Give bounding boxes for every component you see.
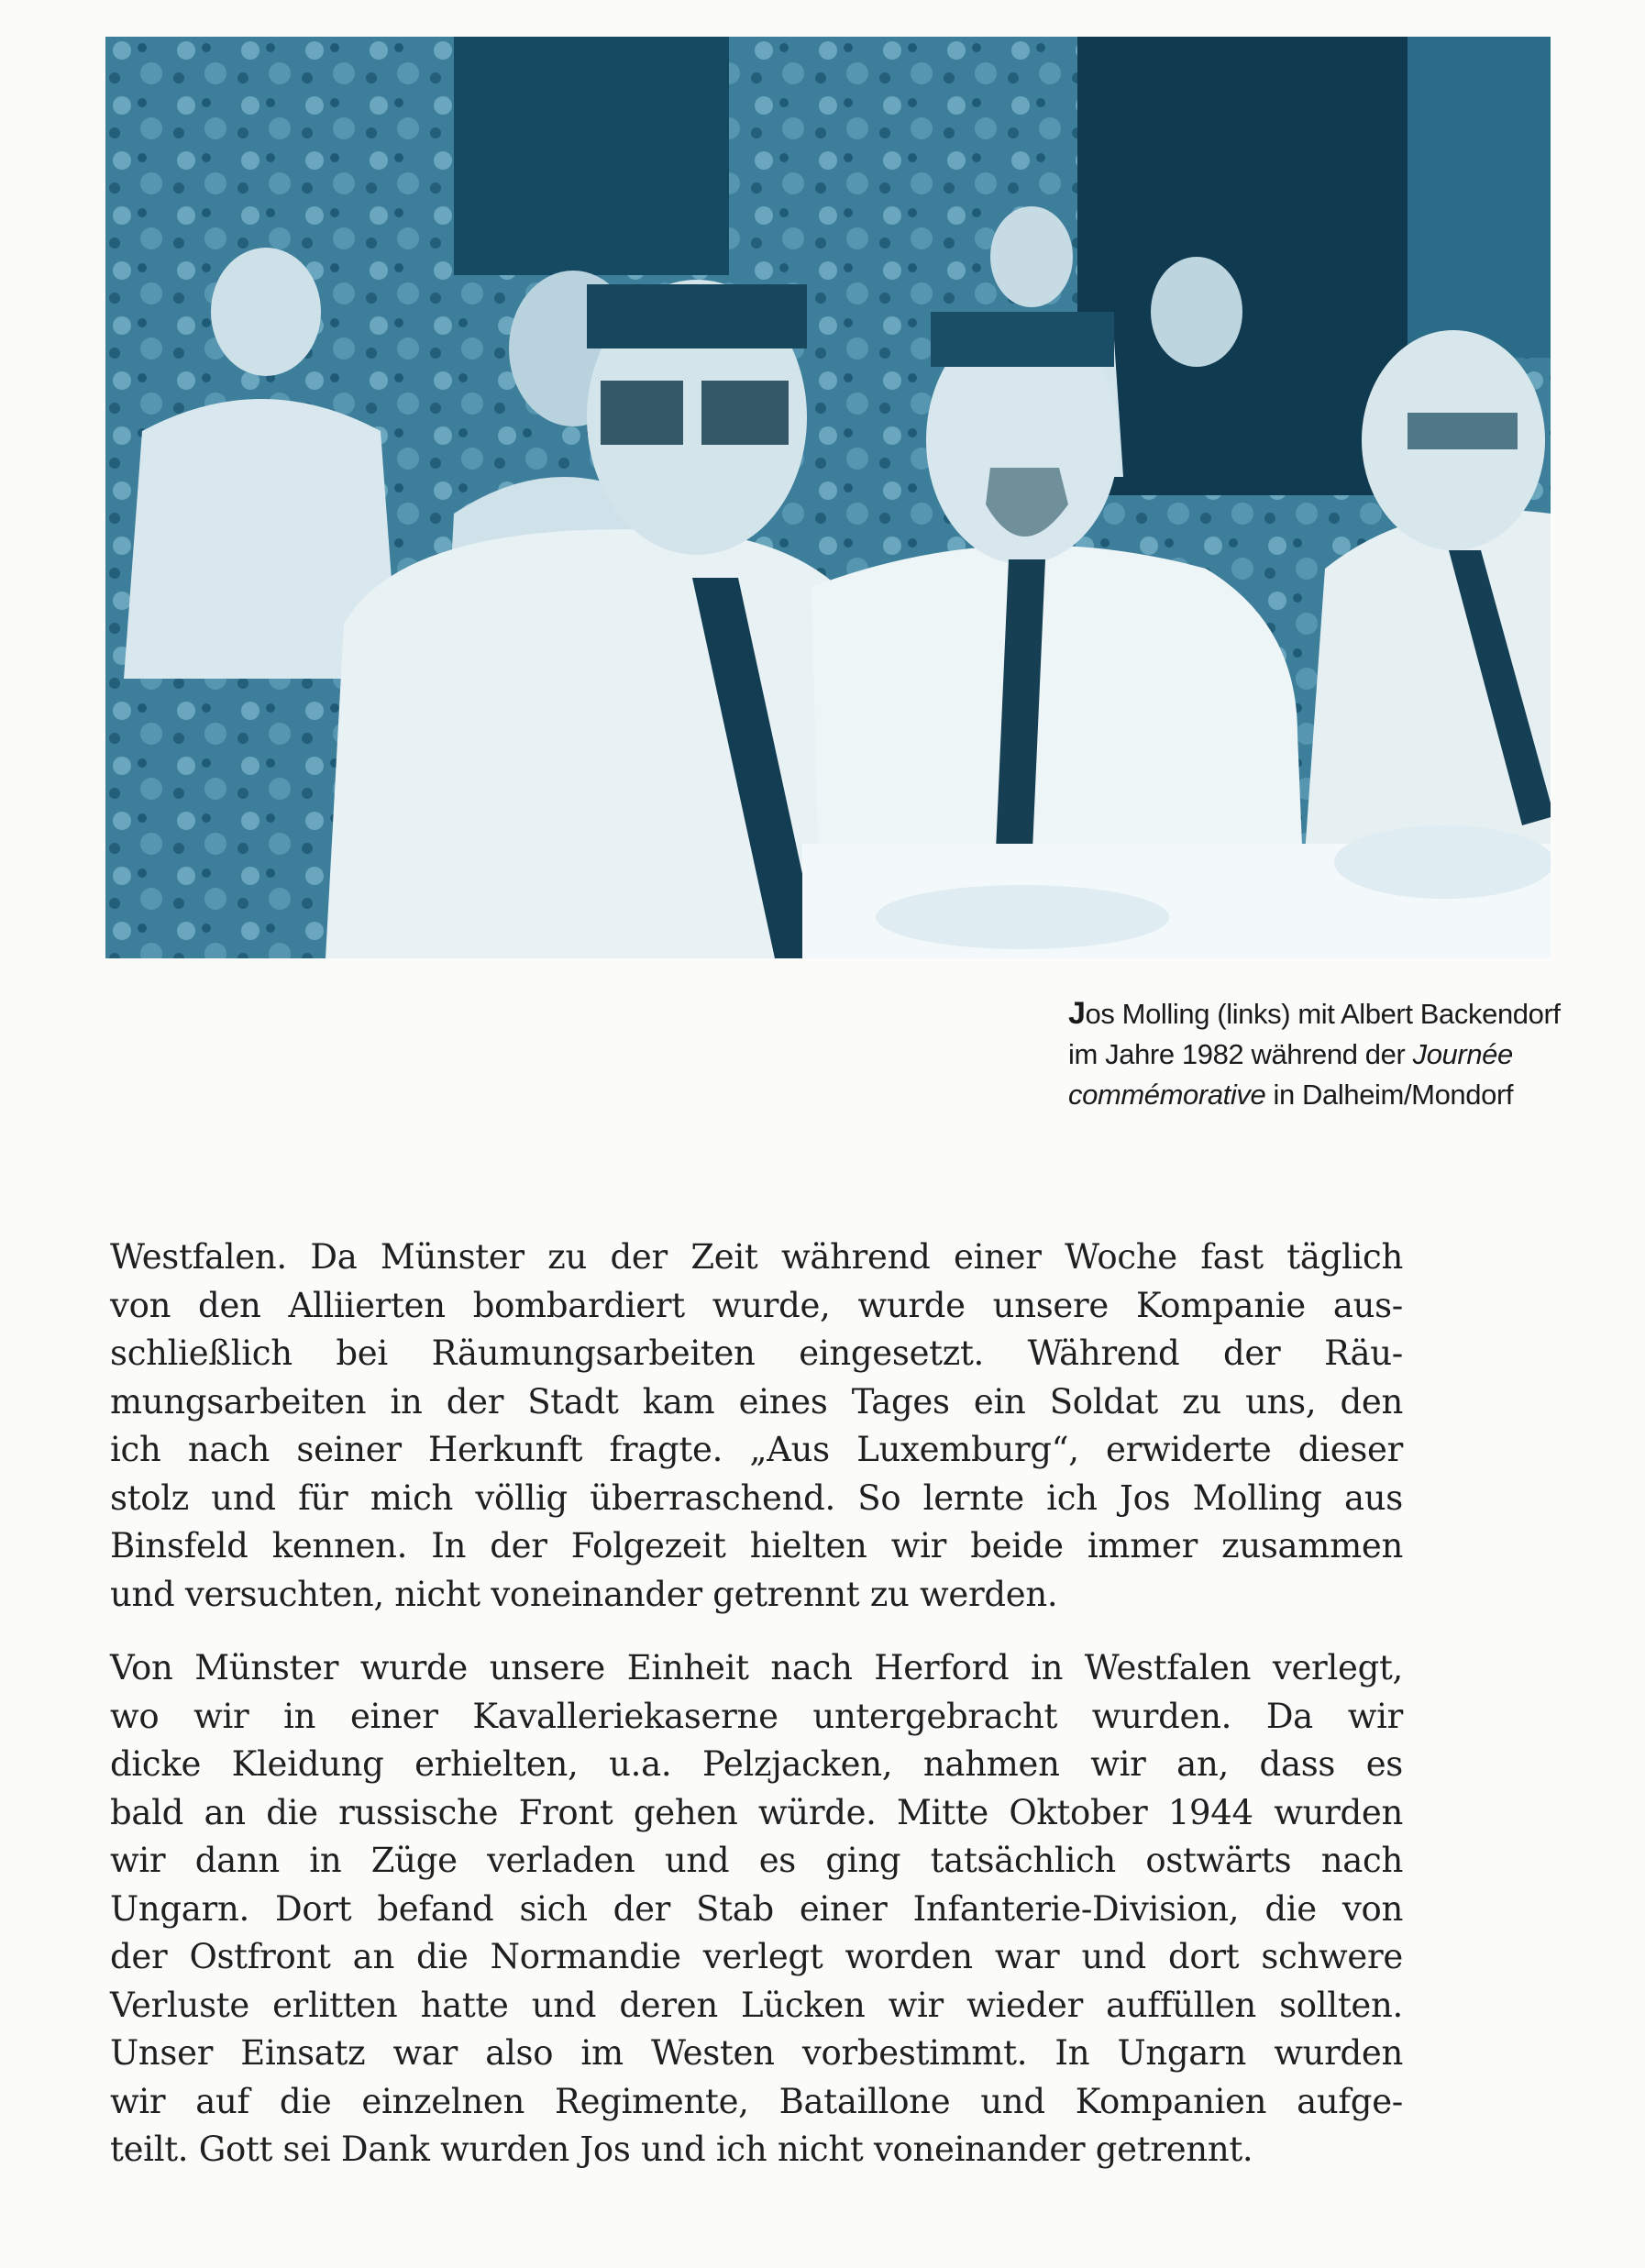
text-line: mungsarbeiten in der Stadt kam eines Tages ein Soldat zu uns, den — [110, 1381, 1403, 1422]
text-line: der Ostfront an die Normandie verlegt worden war und dort schwere — [110, 1937, 1403, 1976]
text-line: stolz und für mich völlig überraschend. So lernte ich Jos Molling aus — [110, 1477, 1403, 1518]
text-line: wir auf die einzelnen Regimente, Bataillone und Kompanien aufge- — [110, 2081, 1403, 2121]
group-photo-icon — [105, 37, 1551, 958]
text-line: dicke Kleidung erhielten, u.a. Pelzjacken, nahmen wir an, dass es — [110, 1744, 1403, 1784]
photo-caption — [1068, 993, 1563, 1115]
text-line: Von Münster wurde unsere Einheit nach Herford in Westfalen verlegt, — [110, 1648, 1403, 1687]
text-line: wir dann in Züge verladen und es ging tatsächlich ostwärts nach — [110, 1841, 1403, 1880]
caption-text-end: in Dalheim/Mondorf — [1265, 1079, 1514, 1111]
text-line: Westfalen. Da Münster zu der Zeit während einer Woche fast täglich — [110, 1237, 1403, 1277]
body-text — [110, 1234, 1403, 2174]
caption-italic: Journée commémorative — [1068, 1038, 1513, 1111]
text-line: Binsfeld kennen. In der Folgezeit hielten wir beide immer zusammen — [110, 1526, 1403, 1565]
text-line: bald an die russische Front gehen würde. Mitte Oktober 1944 wurden — [110, 1792, 1403, 1832]
caption-text-start: os Molling (links) mit Albert Backendorf im Jahre 1982 während der — [1068, 998, 1561, 1070]
paragraph-1 — [110, 1234, 1403, 1619]
text-line: ich nach seiner Herkunft fragte. „Aus Luxemburg“, erwiderte dieser — [110, 1430, 1403, 1469]
text-line: wo wir in einer Kavalleriekaserne untergebracht wurden. Da wir — [110, 1696, 1403, 1736]
text-line: Ungarn. Dort befand sich der Stab einer Infanterie-Division, die von — [110, 1888, 1403, 1929]
paragraph-2 — [110, 1644, 1403, 2174]
text-line: Unser Einsatz war also im Westen vorbestimmt. In Ungarn wurden — [110, 2033, 1403, 2073]
text-line: schließlich bei Räumungsarbeiten eingesetzt. Während der Räu- — [110, 1333, 1403, 1373]
group-photo — [105, 37, 1551, 958]
caption-initial: J — [1068, 996, 1086, 1031]
text-line: Verluste erlitten hatte und deren Lücken wir wieder auffüllen sollten. — [110, 1985, 1403, 2025]
text-line: und versuchten, nicht voneinander getrennt zu werden. — [110, 1574, 1058, 1614]
text-line: teilt. Gott sei Dank wurden Jos und ich nicht voneinander getrennt. — [110, 2130, 1253, 2169]
text-line: von den Alliierten bombardiert wurde, wurde unsere Kompanie aus- — [110, 1285, 1403, 1325]
